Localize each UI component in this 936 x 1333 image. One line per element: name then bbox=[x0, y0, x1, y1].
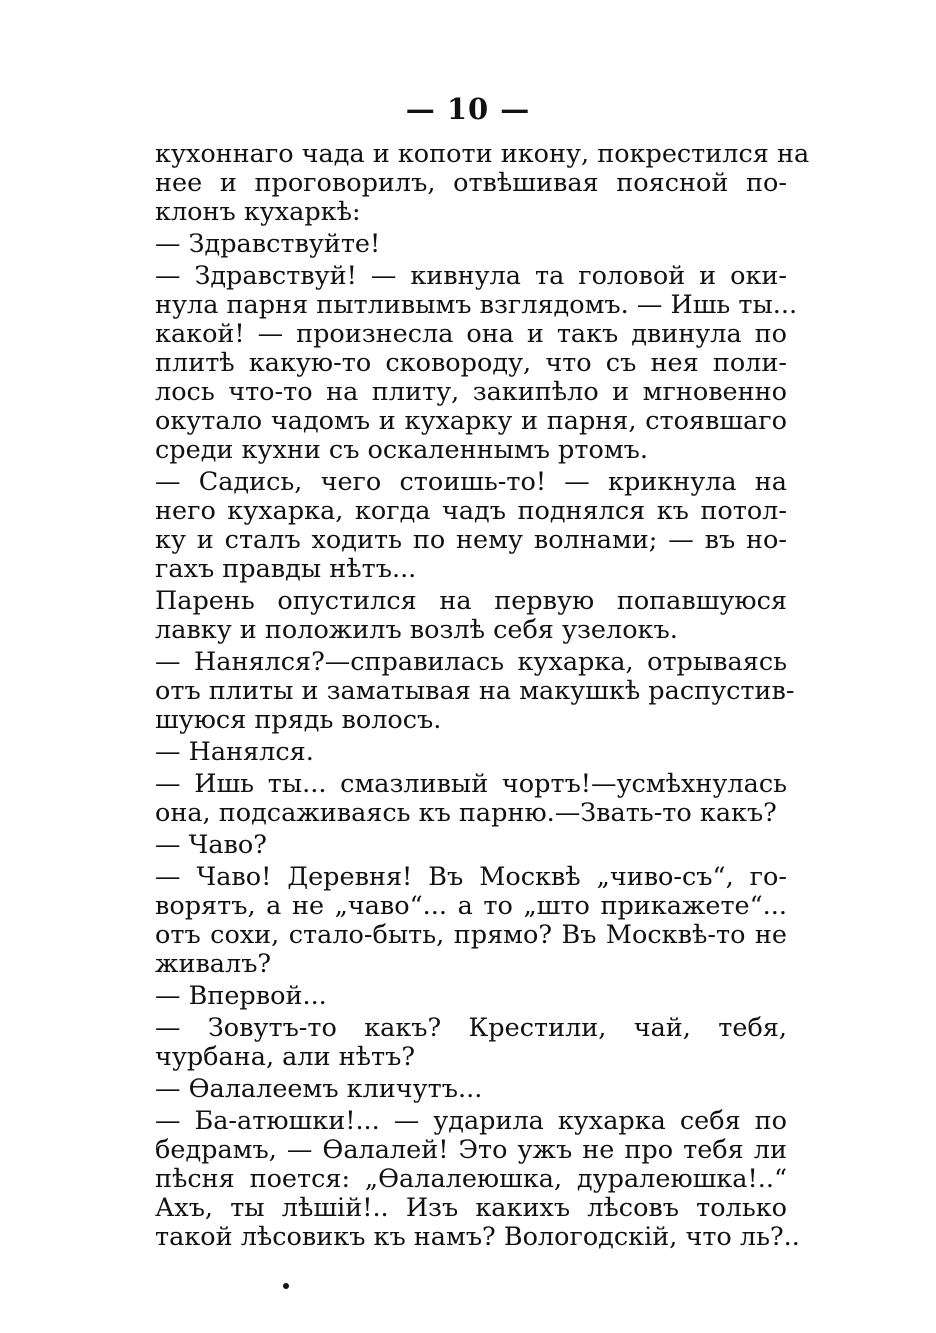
body-text bbox=[155, 139, 810, 1252]
text-line: кухоннаго чада и копоти икону, покрестился на bbox=[155, 139, 810, 169]
text-line: — Нанялся. bbox=[155, 737, 314, 767]
text-line: живалъ? bbox=[155, 949, 272, 979]
text-line: среди кухни съ оскаленнымъ ртомъ. bbox=[155, 435, 648, 465]
text-line: бедрамъ, — Ѳалалей! Это ужъ не про тебя ли bbox=[155, 1135, 787, 1165]
text-line: чурбана, али нѣтъ? bbox=[155, 1042, 416, 1072]
text-line: какой! — произнесла она и такъ двинула по bbox=[155, 319, 787, 349]
text-line: — Ба-атюшки!... — ударила кухарка себя по bbox=[155, 1106, 787, 1136]
text-line: — Впервой... bbox=[155, 981, 327, 1011]
text-line: нее и проговорилъ, отвѣшивая поясной по- bbox=[155, 168, 787, 198]
text-line: окутало чадомъ и кухарку и парня, стоявшаго bbox=[155, 406, 787, 436]
text-line: — Нанялся?—справилась кухарка, отрываясь bbox=[155, 647, 787, 677]
print-speck bbox=[283, 1283, 289, 1289]
text-line: лось что-то на плиту, закипѣло и мгновенно bbox=[155, 377, 787, 407]
text-line: ворятъ, а не „чаво“... а то „што прикажете“... bbox=[155, 891, 787, 921]
text-line: шуюся прядь волосъ. bbox=[155, 705, 442, 735]
text-line: — Садись, чего стоишь-то! — крикнула на bbox=[155, 467, 787, 497]
text-line: — Чаво? bbox=[155, 830, 267, 860]
page-number: — 10 — bbox=[405, 92, 531, 126]
text-line: отъ сохи, стало-быть, прямо? Въ Москвѣ-то не bbox=[155, 920, 787, 950]
text-line: Парень опустился на первую попавшуюся bbox=[155, 586, 787, 616]
text-line: отъ плиты и заматывая на макушкѣ распустив- bbox=[155, 676, 795, 706]
text-line: Ахъ, ты лѣшій!.. Изъ какихъ лѣсовъ только bbox=[155, 1193, 787, 1223]
text-line: ку и сталъ ходить по нему волнами; — въ но- bbox=[155, 525, 787, 555]
text-line: лавку и положилъ возлѣ себя узелокъ. bbox=[155, 615, 678, 645]
text-line: — Ѳалалеемъ кличутъ... bbox=[155, 1074, 483, 1104]
text-line: — Ишь ты... смазливый чортъ!—усмѣхнулась bbox=[155, 769, 787, 799]
text-line: пѣсня поется: „Ѳалалеюшка, дуралеюшка!..“ bbox=[155, 1164, 787, 1194]
text-line: нула парня пытливымъ взглядомъ. — Ишь ты... bbox=[155, 290, 798, 320]
text-line: гахъ правды нѣтъ... bbox=[155, 554, 417, 584]
text-line: — Зовутъ-то какъ? Крестили, чай, тебя, bbox=[155, 1013, 787, 1043]
text-line: — Здравствуйте! bbox=[155, 229, 381, 259]
text-line: плитѣ какую-то сковороду, что съ нея поли- bbox=[155, 348, 787, 378]
text-line: — Чаво! Деревня! Въ Москвѣ „чиво-съ“, го- bbox=[155, 862, 787, 892]
text-line: клонъ кухаркѣ: bbox=[155, 197, 361, 227]
text-line: него кухарка, когда чадъ поднялся къ потол- bbox=[155, 496, 787, 526]
text-line: такой лѣсовикъ къ намъ? Вологодскій, что ль?.. bbox=[155, 1222, 800, 1252]
text-line: — Здравствуй! — кивнула та головой и оки- bbox=[155, 261, 787, 291]
text-line: она, подсаживаясь къ парню.—Звать-то какъ? bbox=[155, 798, 777, 828]
